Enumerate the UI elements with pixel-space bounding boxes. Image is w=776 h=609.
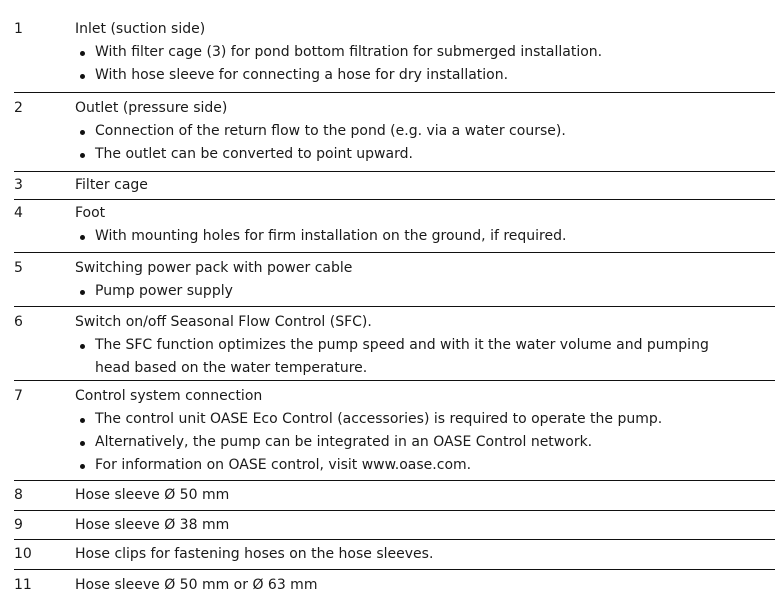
item-number: 8 [14,487,23,503]
item-number: 1 [14,21,23,37]
item-bullet: The control unit OASE Eco Control (accessories) is required to operate the pump. [75,408,775,431]
item-bullet: Connection of the return flow to the pond (e.g. via a water course). [75,120,775,143]
item-bullet: Pump power supply [75,280,775,303]
item-bullet: With mounting holes for firm installation on the ground, if required. [75,225,775,248]
item-number: 3 [14,177,23,193]
item-bullet: The outlet can be converted to point upward. [75,143,775,166]
item-bullet: The SFC function optimizes the pump speed and with it the water volume and pumping head based on the water temperature. [75,334,775,380]
table-row [14,570,775,600]
item-title: Switch on/off Seasonal Flow Control (SFC). [75,314,372,330]
item-number: 10 [14,546,32,562]
table-row [14,381,775,481]
table-row [14,172,775,200]
item-number: 4 [14,205,23,221]
table-row [14,481,775,511]
table-row [14,540,775,570]
item-number: 9 [14,517,23,533]
item-bullet: With hose sleeve for connecting a hose for dry installation. [75,64,775,87]
table-row [14,253,775,307]
item-title: Hose clips for fastening hoses on the hose sleeves. [75,546,434,562]
table-row [14,18,775,93]
item-title: Hose sleeve Ø 38 mm [75,517,230,533]
item-title: Control system connection [75,388,263,404]
item-number: 11 [14,577,32,593]
table-row [14,307,775,381]
item-title: Outlet (pressure side) [75,100,228,116]
item-title: Switching power pack with power cable [75,260,353,276]
item-number: 2 [14,100,23,116]
item-title: Foot [75,205,106,221]
item-title: Inlet (suction side) [75,21,206,37]
item-title: Hose sleeve Ø 50 mm [75,487,230,503]
item-number: 7 [14,388,23,404]
parts-table [14,18,775,600]
item-number: 6 [14,314,23,330]
item-title: Hose sleeve Ø 50 mm or Ø 63 mm [75,577,318,593]
item-bullet: Alternatively, the pump can be integrated in an OASE Control network. [75,431,775,454]
table-row [14,511,775,540]
item-number: 5 [14,260,23,276]
table-row [14,93,775,172]
table-row [14,200,775,253]
item-title: Filter cage [75,177,148,193]
item-bullet: With filter cage (3) for pond bottom filtration for submerged installation. [75,41,775,64]
item-bullet: For information on OASE control, visit www.oase.com. [75,454,775,477]
